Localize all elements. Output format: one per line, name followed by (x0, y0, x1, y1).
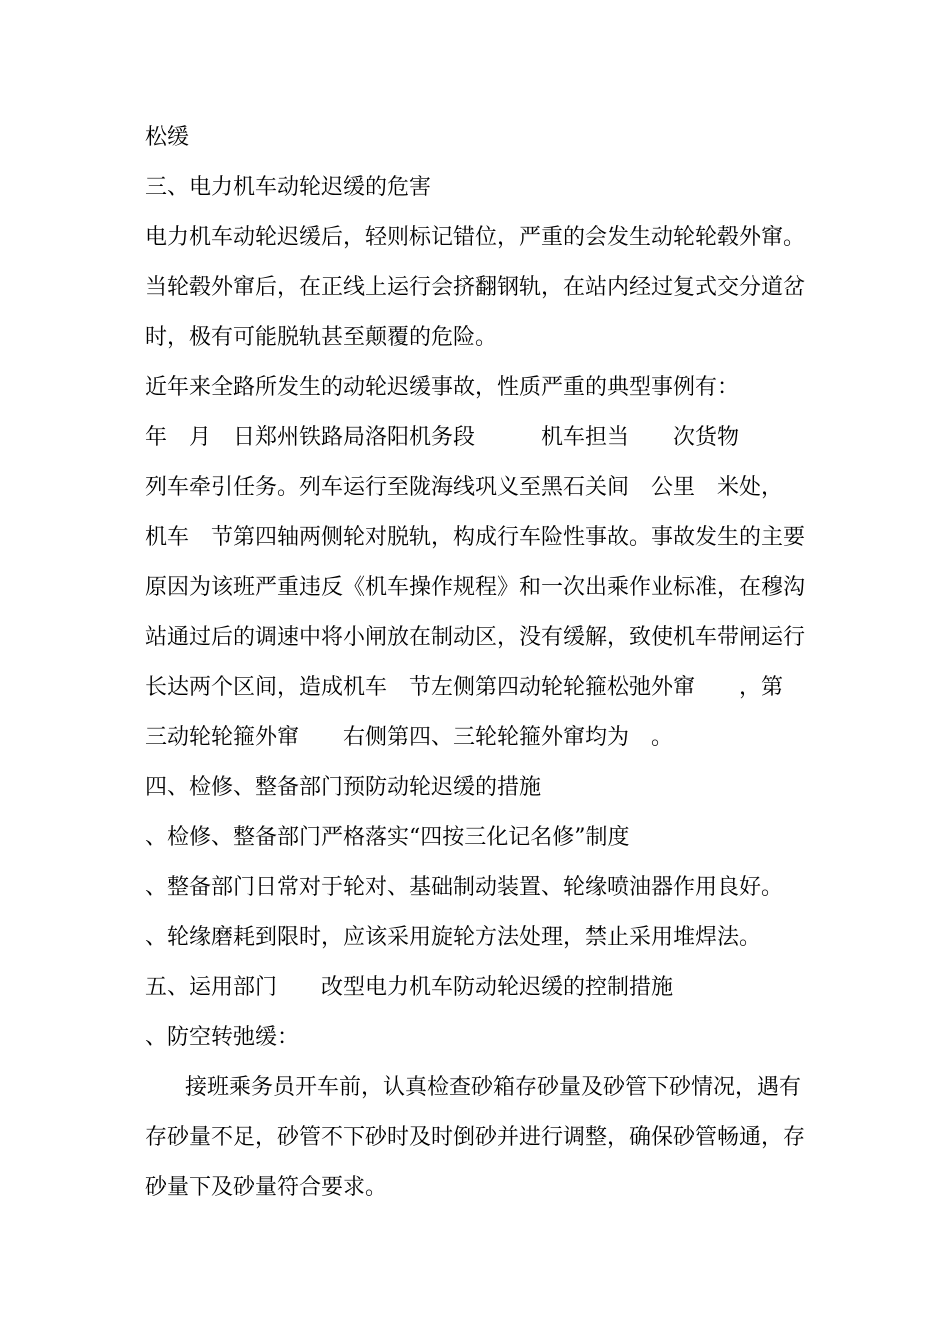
text-line: 原因为该班严重违反《机车操作规程》和一次出乘作业标准，在穆沟 (145, 575, 806, 600)
subheading: 、防空转弛缓： (145, 1025, 300, 1050)
section-heading: 三、电力机车动轮迟缓的危害 (145, 175, 432, 200)
text-line: 长达两个区间，造成机车 节左侧第四动轮轮箍松弛外窜 ，第 (145, 675, 784, 700)
list-item: 、检修、整备部门严格落实“四按三化记名修”制度 (145, 825, 630, 850)
text-line: 电力机车动轮迟缓后，轻则标记错位，严重的会发生动轮轮毂外窜。 (145, 225, 806, 250)
text-line: 年 月 日郑州铁路局洛阳机务段 机车担当 次货物 (145, 425, 740, 450)
text-line: 时，极有可能脱轨甚至颠覆的危险。 (145, 325, 498, 350)
list-item: 、轮缘磨耗到限时，应该采用旋轮方法处理，禁止采用堆焊法。 (145, 925, 762, 950)
list-item: 、整备部门日常对于轮对、基础制动装置、轮缘喷油器作用良好。 (145, 875, 784, 900)
section-heading: 五、运用部门 改型电力机车防动轮迟缓的控制措施 (145, 975, 674, 1000)
text-line: 当轮毂外窜后，在正线上运行会挤翻钢轨，在站内经过复式交分道岔 (145, 275, 806, 300)
text-line: 接班乘务员开车前，认真检查砂箱存砂量及砂管下砂情况，遇有 (185, 1075, 802, 1100)
section-heading: 四、检修、整备部门预防动轮迟缓的措施 (145, 775, 542, 800)
text-line: 近年来全路所发生的动轮迟缓事故，性质严重的典型事例有： (145, 375, 740, 400)
text-line: 存砂量不足，砂管不下砂时及时倒砂并进行调整，确保砂管畅通，存 (145, 1125, 806, 1150)
text-line: 列车牵引任务。列车运行至陇海线巩义至黑石关间 公里 米处， (145, 475, 784, 500)
text-line: 机车 节第四轴两侧轮对脱轨，构成行车险性事故。事故发生的主要 (145, 525, 806, 550)
text-line: 站通过后的调速中将小闸放在制动区，没有缓解，致使机车带闸运行 (145, 625, 806, 650)
text-line: 三动轮轮箍外窜 右侧第四、三轮轮箍外窜均为 。 (145, 725, 674, 750)
text-line: 松缓 (145, 125, 190, 150)
text-line: 砂量下及砂量符合要求。 (145, 1175, 388, 1200)
